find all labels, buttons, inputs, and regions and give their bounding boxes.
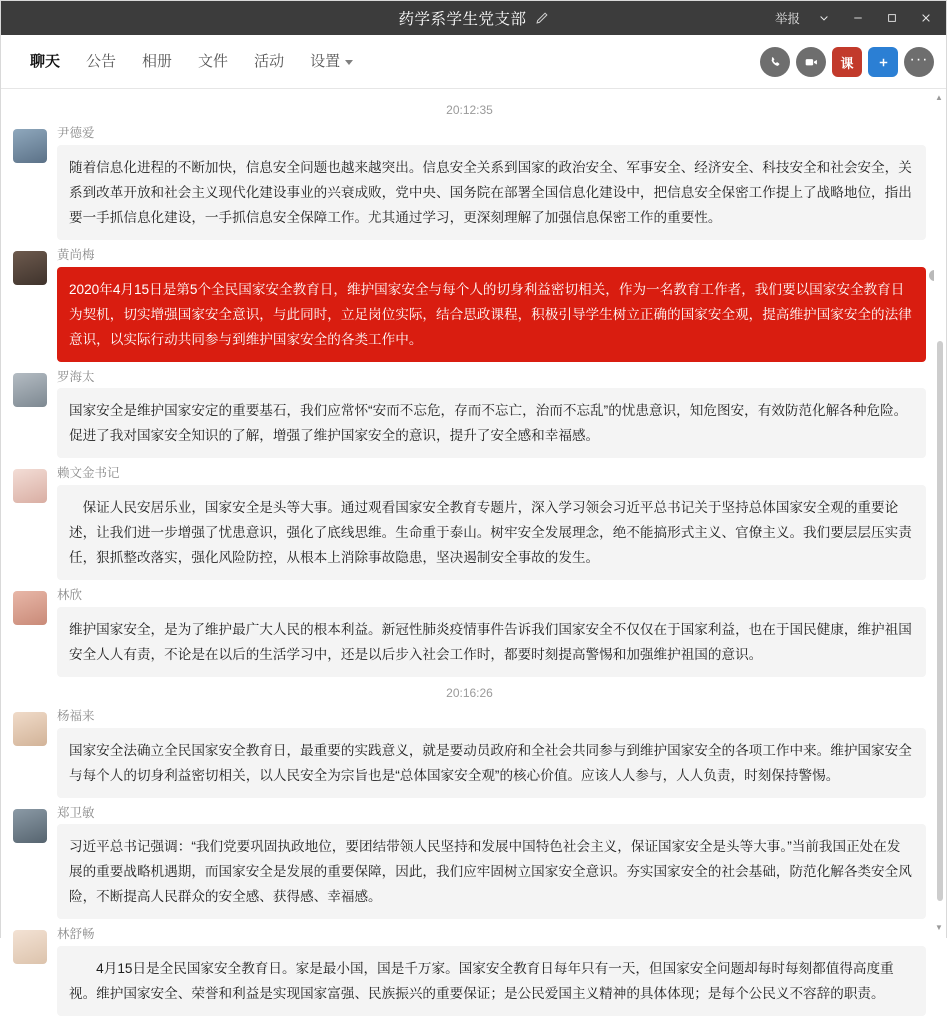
message-item: [13, 127, 926, 240]
message-bubble[interactable]: 随着信息化进程的不断加快，信息安全问题也越来越突出。信息安全关系到国家的政治安全、军事安全、经济安全、科技安全和社会安全，关系到改革开放和社会主义现代化建设事业的兴衰成败，党中央、国务院在部署全国信息化建设中，把信息安全保密工作提上了战略地位，指出要一手抓信息化建设，一手抓信息安全保障工作。尤其通过学习，更深刻理解了加强信息保密工作的重要性。: [57, 145, 926, 240]
tab-activity-label: 活动: [254, 52, 285, 70]
timestamp: 20:12:35: [446, 103, 493, 117]
more-options-icon[interactable]: [904, 47, 934, 77]
class-icon[interactable]: [832, 47, 862, 77]
message-item: [13, 467, 926, 580]
message-item: [13, 249, 926, 362]
message-sender: 林舒畅: [57, 927, 95, 942]
message-sender: 杨福来: [57, 708, 95, 723]
avatar[interactable]: [13, 251, 47, 285]
message-body: [57, 127, 926, 240]
scroll-up-arrow[interactable]: ▲: [935, 92, 943, 102]
message-bubble[interactable]: 保证人民安居乐业，国家安全是头等大事。通过观看国家安全教育专题片，深入学习领会习近平总书记关于坚持总体国家安全观的重要论述，让我们进一步增强了忧患意识，强化了底线思维。生命重于泰山。树牢安全发展理念，绝不能搞形式主义、官僚主义。我们要层层压实责任，狠抓整改落实，强化风险防控，从根本上消除事故隐患，坚决遏制安全事故的发生。: [57, 485, 926, 580]
message-bubble-highlighted[interactable]: 2020年4月15日是第5个全民国家安全教育日，维护国家安全与每个人的切身利益密切相关，作为一名教育工作者，我们要以国家安全教育日为契机，切实增强国家安全意识，与此同时，立足岗位实际，结合思政课程，积极引导学生树立正确的国家安全观，提高维护国家安全的法律意识，以实际行动共同参与到维护国家安全的各类工作中。: [57, 267, 926, 362]
message-item: [13, 807, 926, 920]
avatar[interactable]: [13, 930, 47, 964]
pencil-icon[interactable]: [535, 11, 549, 25]
video-call-icon[interactable]: [796, 47, 826, 77]
message-bubble[interactable]: 国家安全是维护国家安定的重要基石，我们应常怀“安而不忘危，存而不忘亡，治而不忘乱”的忧患意识，知危图安，有效防范化解各种危险。促进了我对国家安全知识的了解，增强了维护国家安全的意识，提升了安全感和幸福感。: [57, 388, 926, 458]
message-body: [57, 371, 926, 459]
title-bar: [1, 1, 946, 35]
tab-album[interactable]: [129, 35, 185, 89]
timestamp: 20:16:26: [446, 685, 493, 700]
tab-chat-label: 聊天: [30, 52, 61, 70]
nav-actions: [760, 35, 934, 89]
message-body: [57, 807, 926, 920]
message-body: [57, 249, 926, 362]
message-item: [13, 371, 926, 459]
minimize-icon[interactable]: [842, 2, 874, 34]
tab-activity[interactable]: [241, 35, 297, 89]
report-button[interactable]: 举报: [774, 12, 800, 26]
message-bubble[interactable]: 习近平总书记强调：“我们党要巩固执政地位，要团结带领人民坚持和发展中国特色社会主义，保证国家安全是头等大事。”当前我国正处在发展的重要战略机遇期，而国家安全是发展的重要保障，因此，我们应牢固树立国家安全意识。夯实国家安全的社会基础，防范化解各类安全风险，不断提高人民群众的安全感、获得感、幸福感。: [57, 824, 926, 919]
message-bubble[interactable]: 国家安全法确立全民国家安全教育日，最重要的实践意义，就是要动员政府和全社会共同参与到维护国家安全的各项工作中来。维护国家安全与每个人的切身利益密切相关，以人民安全为宗旨也是“总体国家安全观”的核心价值。应该人人参与，人人负责，时刻保持警惕。: [57, 728, 926, 798]
tab-files[interactable]: [185, 35, 241, 89]
message-body: [57, 467, 926, 580]
message-body: [57, 928, 926, 1016]
nav-bar: [1, 35, 946, 89]
tab-settings[interactable]: [297, 35, 366, 89]
more-options-label: ···: [909, 50, 929, 68]
avatar[interactable]: [13, 373, 47, 407]
message-bubble[interactable]: 维护国家安全，是为了维护最广大人民的根本利益。新冠性肺炎疫情事件告诉我们国家安全不仅仅在于国家利益，也在于国民健康，维护祖国安全人人有责，不论是在以后的生活学习中，还是以后步入社会工作时，都要时刻提高警惕和加强维护祖国的意识。: [57, 607, 926, 677]
page-title: 药学系学生党支部: [398, 11, 527, 28]
message-body: [57, 710, 926, 798]
avatar[interactable]: [13, 809, 47, 843]
tab-settings-label: 设置: [310, 52, 341, 70]
chevron-down-icon[interactable]: [808, 2, 840, 34]
avatar[interactable]: [13, 712, 47, 746]
message-sender: 赖文金书记: [57, 466, 120, 481]
avatar[interactable]: [13, 591, 47, 625]
close-icon[interactable]: [910, 2, 942, 34]
add-plus-icon[interactable]: [868, 47, 898, 77]
avatar[interactable]: [13, 469, 47, 503]
message-sender: 郑卫敏: [57, 805, 95, 820]
window-controls: [769, 1, 946, 35]
maximize-icon[interactable]: [876, 2, 908, 34]
message-item: [13, 710, 926, 798]
tab-announcement[interactable]: [73, 35, 129, 89]
message-sender: 林欣: [57, 588, 83, 602]
message-item: [13, 928, 926, 1016]
message-sender: 黄尚梅: [57, 247, 95, 262]
scrollbar-thumb[interactable]: [937, 341, 943, 901]
tab-album-label: 相册: [142, 52, 173, 70]
chevron-down-icon: [345, 60, 353, 65]
message-sender: 尹德爱: [57, 126, 95, 140]
class-icon-label: 课: [840, 55, 854, 71]
message-item: [13, 589, 926, 677]
scroll-down-arrow[interactable]: ▼: [935, 922, 943, 932]
tab-chat[interactable]: [17, 35, 73, 89]
message-list[interactable]: [1, 89, 946, 1031]
avatar[interactable]: [13, 129, 47, 163]
tab-list: [17, 35, 366, 89]
tab-announcement-label: 公告: [86, 52, 117, 70]
message-bubble[interactable]: 4月15日是全民国家安全教育日。家是最小国，国是千万家。国家安全教育日每年只有一天，但国家安全问题却每时每刻都值得高度重视。维护国家安全、荣誉和利益是实现国家富强、民族振兴的重要保证；是公民爱国主义精神的具体体现；是每个公民义不容辞的职责。: [57, 946, 926, 1016]
phone-call-icon[interactable]: [760, 47, 790, 77]
message-body: [57, 589, 926, 677]
message-sender: 罗海太: [57, 369, 95, 384]
tab-files-label: 文件: [198, 52, 229, 70]
